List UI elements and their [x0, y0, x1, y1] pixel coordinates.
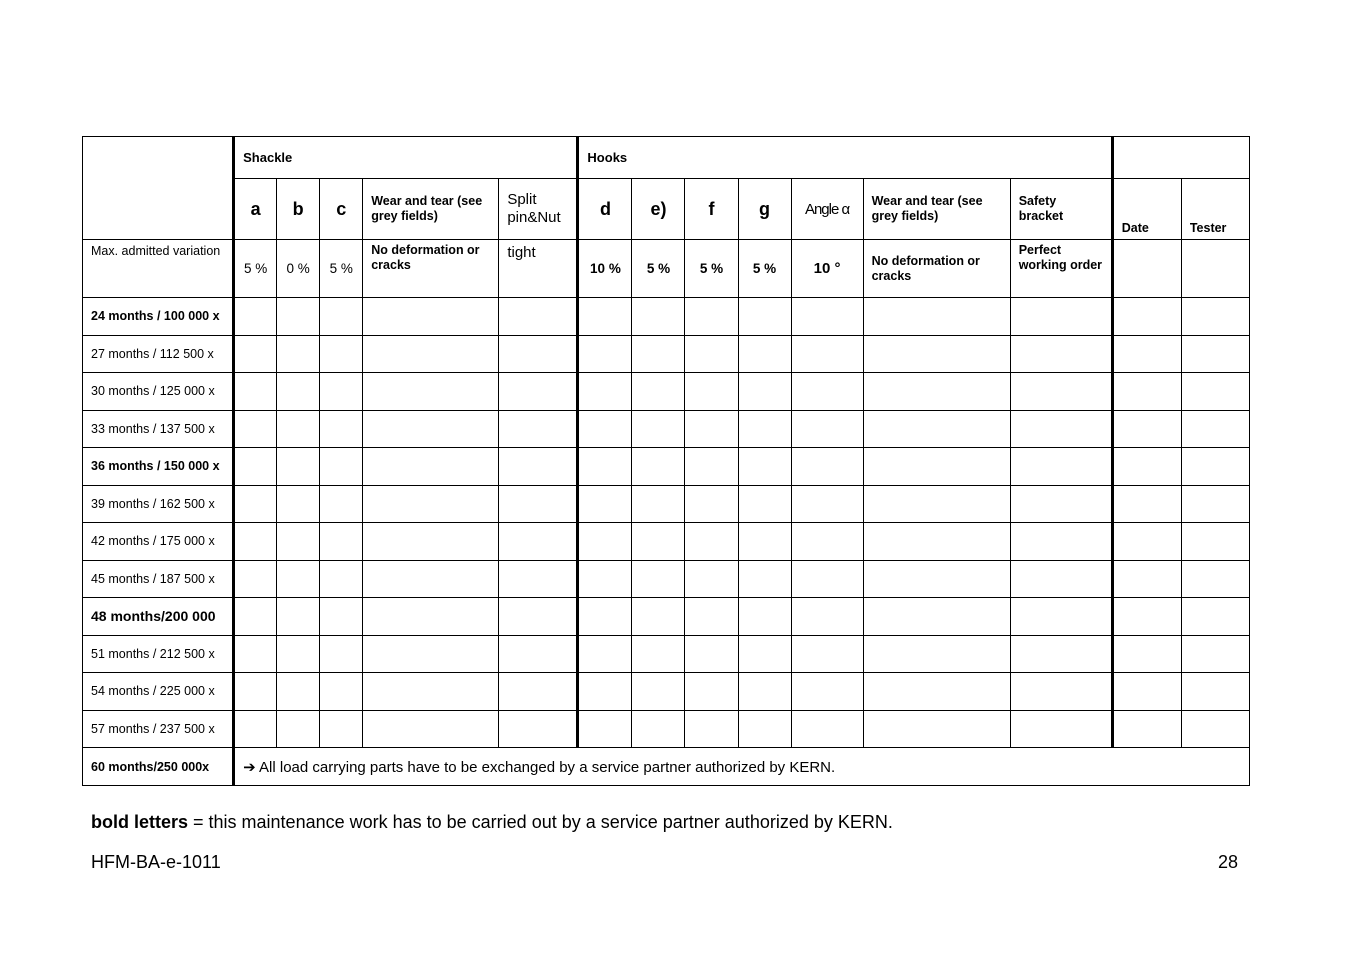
inspection-cell[interactable]	[578, 710, 632, 748]
table-row	[83, 523, 1250, 561]
variation-a: 5 %	[234, 240, 277, 298]
table-row	[83, 560, 1250, 598]
col-header-d: d	[578, 179, 632, 240]
group-header-row	[83, 137, 1250, 179]
col-header-safety-bracket: Safety bracket	[1010, 179, 1112, 240]
col-header-c: c	[320, 179, 363, 240]
final-exchange-note: ➔ All load carrying parts have to be exchanged by a service partner authorized by KERN.	[234, 748, 1250, 786]
interval-label: 24 months / 100 000 x	[83, 298, 234, 336]
inspection-cell[interactable]	[685, 373, 738, 411]
inspection-cell[interactable]	[234, 635, 277, 673]
inspection-cell[interactable]	[863, 298, 1010, 336]
inspection-cell[interactable]	[277, 635, 320, 673]
inspection-cell[interactable]	[578, 523, 632, 561]
corner-cell	[83, 137, 234, 240]
inspection-cell[interactable]	[1010, 523, 1112, 561]
variation-date	[1112, 240, 1181, 298]
inspection-cell[interactable]	[234, 523, 277, 561]
inspection-cell[interactable]	[578, 673, 632, 711]
table-row	[83, 373, 1250, 411]
inspection-cell[interactable]	[863, 373, 1010, 411]
inspection-cell[interactable]	[320, 410, 363, 448]
inspection-cell[interactable]	[578, 635, 632, 673]
inspection-cell[interactable]	[791, 710, 863, 748]
inspection-cell[interactable]	[1181, 598, 1249, 636]
inspection-cell[interactable]	[863, 598, 1010, 636]
variation-c: 5 %	[320, 240, 363, 298]
inspection-cell[interactable]	[363, 560, 499, 598]
inspection-cell[interactable]	[791, 298, 863, 336]
inspection-cell[interactable]	[863, 523, 1010, 561]
inspection-cell[interactable]	[277, 485, 320, 523]
inspection-cell[interactable]	[499, 448, 578, 486]
inspection-cell[interactable]	[632, 710, 685, 748]
inspection-cell[interactable]	[234, 598, 277, 636]
inspection-cell[interactable]	[320, 373, 363, 411]
inspection-cell[interactable]	[363, 448, 499, 486]
inspection-cell[interactable]	[863, 410, 1010, 448]
inspection-cell[interactable]	[863, 560, 1010, 598]
inspection-cell[interactable]	[499, 710, 578, 748]
inspection-cell[interactable]	[578, 448, 632, 486]
inspection-cell[interactable]	[1181, 448, 1249, 486]
interval-label: 42 months / 175 000 x	[83, 523, 234, 561]
inspection-cell[interactable]	[320, 298, 363, 336]
inspection-cell[interactable]	[363, 523, 499, 561]
inspection-cell[interactable]	[791, 485, 863, 523]
col-header-b: b	[277, 179, 320, 240]
inspection-cell[interactable]	[499, 373, 578, 411]
inspection-cell[interactable]	[685, 448, 738, 486]
inspection-cell[interactable]	[685, 485, 738, 523]
bold-letters-footnote	[91, 812, 893, 833]
inspection-cell[interactable]	[320, 485, 363, 523]
table-row	[83, 598, 1250, 636]
inspection-cell[interactable]	[738, 523, 791, 561]
table-row	[83, 710, 1250, 748]
inspection-cell[interactable]	[1181, 523, 1249, 561]
inspection-cell[interactable]	[499, 485, 578, 523]
variation-wear-hooks: No deformation or cracks	[863, 240, 1010, 298]
inspection-cell[interactable]	[791, 523, 863, 561]
date-tester-group-header	[1112, 137, 1249, 179]
inspection-cell[interactable]	[1010, 560, 1112, 598]
inspection-cell[interactable]	[320, 560, 363, 598]
inspection-cell[interactable]	[1112, 673, 1181, 711]
col-header-f: f	[685, 179, 738, 240]
inspection-cell[interactable]	[738, 560, 791, 598]
col-header-a: a	[234, 179, 277, 240]
inspection-cell[interactable]	[363, 410, 499, 448]
inspection-cell[interactable]	[320, 710, 363, 748]
inspection-cell[interactable]	[499, 523, 578, 561]
col-header-wear-shackle: Wear and tear (see grey fields)	[363, 179, 499, 240]
inspection-cell[interactable]	[320, 523, 363, 561]
interval-label: 48 months/200 000	[83, 598, 234, 636]
inspection-cell[interactable]	[1010, 673, 1112, 711]
col-header-angle: Angle α	[791, 179, 863, 240]
interval-label: 27 months / 112 500 x	[83, 335, 234, 373]
inspection-cell[interactable]	[234, 560, 277, 598]
variation-safety-bracket: Perfect working order	[1010, 240, 1112, 298]
inspection-cell[interactable]	[1010, 410, 1112, 448]
inspection-cell[interactable]	[277, 560, 320, 598]
inspection-cell[interactable]	[499, 598, 578, 636]
variation-row	[83, 240, 1250, 298]
inspection-cell[interactable]	[1181, 485, 1249, 523]
table-row	[83, 335, 1250, 373]
inspection-cell[interactable]	[791, 448, 863, 486]
inspection-cell[interactable]	[738, 298, 791, 336]
inspection-cell[interactable]	[578, 373, 632, 411]
variation-label: Max. admitted variation	[83, 240, 234, 298]
inspection-cell[interactable]	[499, 335, 578, 373]
inspection-cell[interactable]	[863, 485, 1010, 523]
inspection-cell[interactable]	[632, 560, 685, 598]
inspection-cell[interactable]	[738, 335, 791, 373]
inspection-cell[interactable]	[685, 560, 738, 598]
inspection-cell[interactable]	[685, 410, 738, 448]
footnote-rest: = this maintenance work has to be carried out by a service partner authorized by KERN.	[188, 812, 893, 832]
inspection-cell[interactable]	[791, 410, 863, 448]
inspection-cell[interactable]	[1181, 335, 1249, 373]
inspection-cell[interactable]	[499, 673, 578, 711]
inspection-cell[interactable]	[738, 410, 791, 448]
table-row	[83, 485, 1250, 523]
inspection-cell[interactable]	[234, 373, 277, 411]
inspection-cell[interactable]	[685, 710, 738, 748]
final-interval-label: 60 months/250 000x	[83, 748, 234, 786]
inspection-cell[interactable]	[738, 448, 791, 486]
table-row	[83, 448, 1250, 486]
inspection-cell[interactable]	[863, 635, 1010, 673]
inspection-cell[interactable]	[320, 598, 363, 636]
table-row	[83, 673, 1250, 711]
col-header-split-pin: Split pin&Nut	[499, 179, 578, 240]
inspection-cell[interactable]	[1010, 448, 1112, 486]
inspection-cell[interactable]	[1112, 598, 1181, 636]
inspection-cell[interactable]	[234, 298, 277, 336]
inspection-cell[interactable]	[685, 598, 738, 636]
inspection-cell[interactable]	[277, 410, 320, 448]
final-interval-row	[83, 748, 1250, 786]
inspection-cell[interactable]	[632, 635, 685, 673]
inspection-cell[interactable]	[1112, 710, 1181, 748]
inspection-cell[interactable]	[234, 673, 277, 711]
variation-split-pin: tight	[499, 240, 578, 298]
inspection-cell[interactable]	[1112, 298, 1181, 336]
inspection-cell[interactable]	[1010, 298, 1112, 336]
inspection-cell[interactable]	[1112, 335, 1181, 373]
inspection-cell[interactable]	[738, 673, 791, 711]
table-row	[83, 298, 1250, 336]
inspection-cell[interactable]	[791, 598, 863, 636]
document-id: HFM-BA-e-1011	[91, 852, 221, 872]
inspection-cell[interactable]	[277, 298, 320, 336]
inspection-cell[interactable]	[685, 335, 738, 373]
inspection-cell[interactable]	[791, 673, 863, 711]
inspection-cell[interactable]	[277, 710, 320, 748]
inspection-cell[interactable]	[738, 635, 791, 673]
inspection-cell[interactable]	[738, 598, 791, 636]
inspection-cell[interactable]	[277, 673, 320, 711]
inspection-cell[interactable]	[234, 410, 277, 448]
inspection-cell[interactable]	[863, 335, 1010, 373]
interval-label: 54 months / 225 000 x	[83, 673, 234, 711]
hooks-group-header: Hooks	[578, 137, 1112, 179]
inspection-cell[interactable]	[863, 448, 1010, 486]
inspection-cell[interactable]	[234, 448, 277, 486]
inspection-cell[interactable]	[1010, 485, 1112, 523]
column-header-row	[83, 179, 1250, 240]
interval-label: 57 months / 237 500 x	[83, 710, 234, 748]
inspection-cell[interactable]	[1112, 373, 1181, 411]
inspection-cell[interactable]	[578, 598, 632, 636]
inspection-cell[interactable]	[578, 485, 632, 523]
inspection-cell[interactable]	[1112, 448, 1181, 486]
table-row	[83, 635, 1250, 673]
interval-label: 45 months / 187 500 x	[83, 560, 234, 598]
col-header-tester: Tester	[1181, 179, 1249, 240]
inspection-cell[interactable]	[1181, 635, 1249, 673]
inspection-cell[interactable]	[791, 560, 863, 598]
inspection-cell[interactable]	[578, 410, 632, 448]
inspection-cell[interactable]	[499, 560, 578, 598]
inspection-cell[interactable]	[363, 485, 499, 523]
shackle-group-header: Shackle	[234, 137, 578, 179]
inspection-cell[interactable]	[1181, 298, 1249, 336]
col-header-wear-hooks: Wear and tear (see grey fields)	[863, 179, 1010, 240]
inspection-cell[interactable]	[320, 673, 363, 711]
inspection-cell[interactable]	[1181, 410, 1249, 448]
inspection-cell[interactable]	[632, 523, 685, 561]
inspection-cell[interactable]	[1112, 523, 1181, 561]
inspection-cell[interactable]	[363, 673, 499, 711]
inspection-cell[interactable]	[320, 335, 363, 373]
inspection-cell[interactable]	[499, 410, 578, 448]
inspection-cell[interactable]	[363, 298, 499, 336]
variation-tester	[1181, 240, 1249, 298]
inspection-cell[interactable]	[578, 335, 632, 373]
inspection-cell[interactable]	[234, 710, 277, 748]
inspection-cell[interactable]	[363, 635, 499, 673]
inspection-cell[interactable]	[1010, 635, 1112, 673]
inspection-cell[interactable]	[277, 373, 320, 411]
inspection-cell[interactable]	[1181, 560, 1249, 598]
inspection-cell[interactable]	[277, 448, 320, 486]
inspection-cell[interactable]	[1112, 560, 1181, 598]
inspection-cell[interactable]	[738, 485, 791, 523]
inspection-cell[interactable]	[632, 410, 685, 448]
inspection-cell[interactable]	[277, 598, 320, 636]
inspection-cell[interactable]	[632, 485, 685, 523]
inspection-cell[interactable]	[363, 373, 499, 411]
inspection-cell[interactable]	[738, 373, 791, 411]
inspection-cell[interactable]	[1181, 373, 1249, 411]
interval-label: 36 months / 150 000 x	[83, 448, 234, 486]
variation-f: 5 %	[685, 240, 738, 298]
variation-d: 10 %	[578, 240, 632, 298]
variation-g: 5 %	[738, 240, 791, 298]
variation-wear-shackle: No deformation or cracks	[363, 240, 499, 298]
interval-label: 51 months / 212 500 x	[83, 635, 234, 673]
footnote-bold-part: bold letters	[91, 812, 189, 832]
variation-angle: 10 °	[791, 240, 863, 298]
interval-label: 39 months / 162 500 x	[83, 485, 234, 523]
inspection-cell[interactable]	[863, 710, 1010, 748]
interval-label: 30 months / 125 000 x	[83, 373, 234, 411]
inspection-cell[interactable]	[632, 335, 685, 373]
inspection-cell[interactable]	[320, 635, 363, 673]
inspection-cell[interactable]	[685, 298, 738, 336]
page-number: 28	[1217, 852, 1238, 872]
inspection-cell[interactable]	[363, 335, 499, 373]
inspection-cell[interactable]	[1181, 673, 1249, 711]
inspection-table	[82, 136, 1250, 786]
inspection-cell[interactable]	[234, 485, 277, 523]
inspection-cell[interactable]	[363, 710, 499, 748]
table-row	[83, 410, 1250, 448]
inspection-cell[interactable]	[234, 335, 277, 373]
inspection-cell[interactable]	[1010, 710, 1112, 748]
col-header-g: g	[738, 179, 791, 240]
interval-label: 33 months / 137 500 x	[83, 410, 234, 448]
inspection-cell[interactable]	[578, 560, 632, 598]
inspection-cell[interactable]	[499, 635, 578, 673]
inspection-cell[interactable]	[1112, 635, 1181, 673]
inspection-cell[interactable]	[320, 448, 363, 486]
inspection-cell[interactable]	[632, 598, 685, 636]
inspection-cell[interactable]	[791, 635, 863, 673]
inspection-cell[interactable]	[277, 523, 320, 561]
inspection-cell[interactable]	[632, 373, 685, 411]
inspection-cell[interactable]	[685, 673, 738, 711]
inspection-cell[interactable]	[632, 298, 685, 336]
inspection-cell[interactable]	[685, 635, 738, 673]
variation-e: 5 %	[632, 240, 685, 298]
inspection-cell[interactable]	[277, 335, 320, 373]
inspection-cell[interactable]	[1010, 598, 1112, 636]
inspection-cell[interactable]	[499, 298, 578, 336]
inspection-cell[interactable]	[1181, 710, 1249, 748]
inspection-cell[interactable]	[791, 335, 863, 373]
inspection-cell[interactable]	[632, 448, 685, 486]
inspection-cell[interactable]	[1112, 410, 1181, 448]
inspection-cell[interactable]	[1112, 485, 1181, 523]
variation-b: 0 %	[277, 240, 320, 298]
inspection-cell[interactable]	[863, 673, 1010, 711]
inspection-cell[interactable]	[632, 673, 685, 711]
inspection-cell[interactable]	[363, 598, 499, 636]
col-header-e: e)	[632, 179, 685, 240]
inspection-cell[interactable]	[685, 523, 738, 561]
inspection-cell[interactable]	[738, 710, 791, 748]
col-header-date: Date	[1112, 179, 1181, 240]
inspection-cell[interactable]	[1010, 373, 1112, 411]
inspection-cell[interactable]	[578, 298, 632, 336]
inspection-cell[interactable]	[1010, 335, 1112, 373]
inspection-cell[interactable]	[791, 373, 863, 411]
